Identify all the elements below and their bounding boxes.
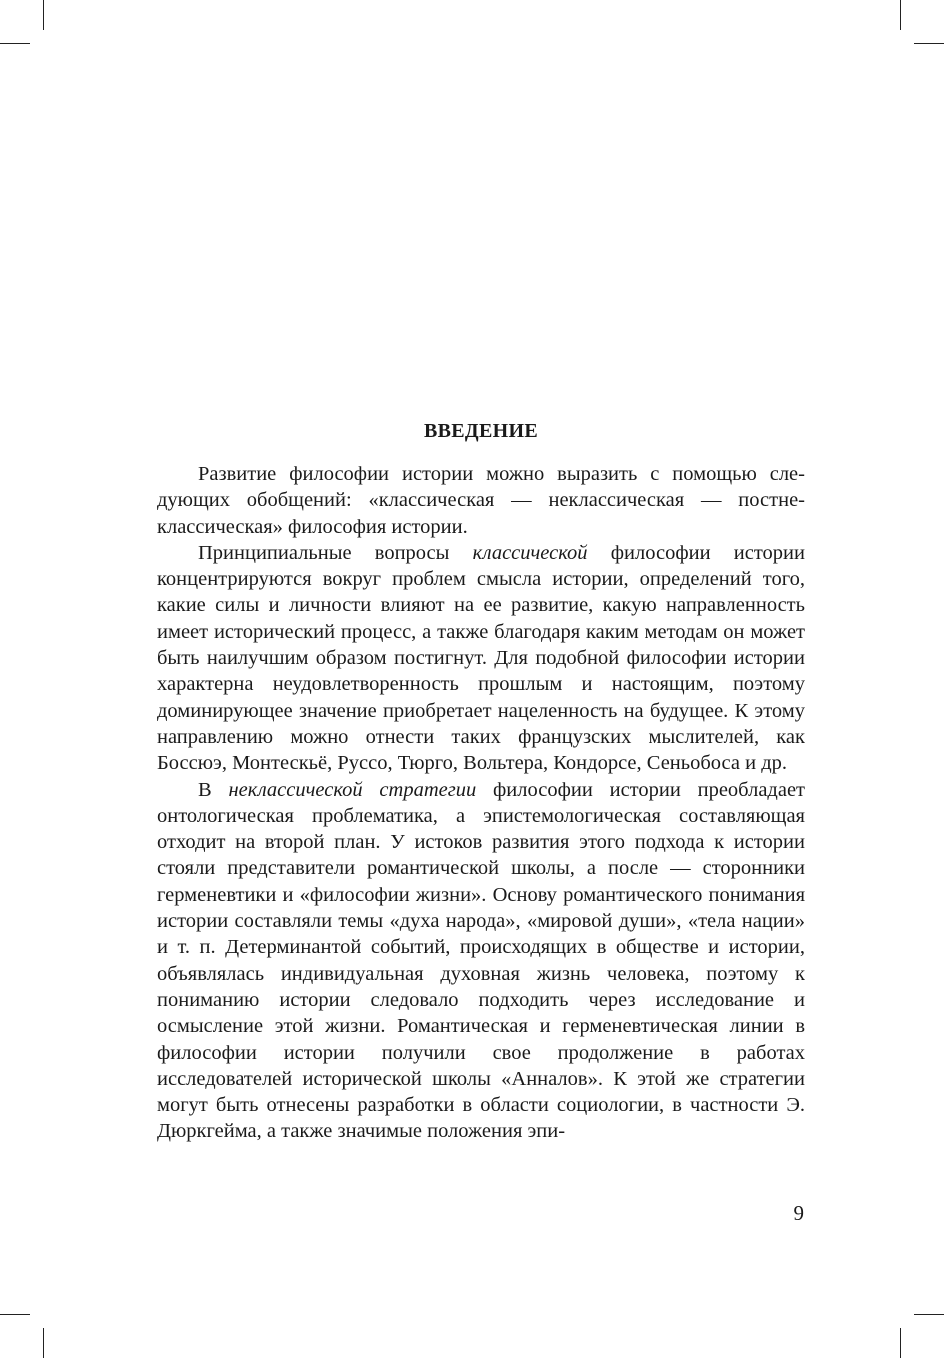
paragraph-1 <box>157 461 805 540</box>
paragraph-1-text: Развитие философии истории можно выразить с помощью следующих обобщений: «классическая — неклассическая — постнеклассическая» философия истории. <box>157 463 805 538</box>
paragraph-3-emphasis: неклассической стратегии <box>228 778 477 801</box>
paragraph-2-text-start: Принципиальные вопросы <box>198 541 473 564</box>
page-body <box>157 420 805 1145</box>
crop-mark-bottom-left-vertical <box>43 1328 44 1358</box>
crop-mark-bottom-right-vertical <box>900 1328 901 1358</box>
crop-mark-top-left-vertical <box>43 0 44 30</box>
crop-mark-top-right-vertical <box>900 0 901 30</box>
paragraph-2 <box>157 540 805 777</box>
crop-mark-bottom-left-horizontal <box>0 1314 30 1315</box>
crop-mark-top-left-horizontal <box>0 43 30 44</box>
paragraph-2-emphasis: классической <box>472 541 588 564</box>
page-number: 9 <box>793 1201 804 1225</box>
paragraph-3-text-rest: философии истории преобладает онтологическая проблематика, а эпистемологическая составляющая отходит на второй план. У истоков развития этого подхода к истории стояли представители романтической школы, а после — сторонники герменевтики и «философии жизни». Основу романтического понимания истории составляли темы «духа народа», «мировой души», «тела нации» и т. п. Детерминантой событий, происходящих в обществе и истории, объявлялась индивидуальная духовная жизнь человека, поэтому к пониманию истории следовало подходить через исследование и осмысление этой жизни. Романтическая и герменевтическая линии в философии истории получили свое продолжение в работах исследователей исторической школы «Анналов». К этой же стратегии могут быть отнесены разработки в области социологии, в частности Э. Дюркгейма, а также значимые положения эпи- <box>157 778 805 1143</box>
crop-mark-bottom-right-horizontal <box>914 1314 944 1315</box>
chapter-title: ВВЕДЕНИЕ <box>424 420 538 442</box>
crop-mark-top-right-horizontal <box>914 43 944 44</box>
paragraph-2-text-rest: философии истории концентрируются вокруг проблем смысла истории, определений того, какие силы и личности влияют на ее развитие, какую направленность имеет исторический процесс, а также благодаря каким методам он может быть наилучшим образом постигнут. Для подобной философии истории характерна неудовлетворенность прошлым и настоящим, поэтому доминирующее значение приобретает нацеленность на будущее. К этому направлению можно отнести таких французских мыслителей, как Боссюэ, Монтескьё, Руссо, Тюрго, Вольтера, Кондорсе, Сеньобоса и др. <box>157 541 805 775</box>
paragraph-3-text-start: В <box>198 778 229 801</box>
paragraph-3 <box>157 777 805 1145</box>
